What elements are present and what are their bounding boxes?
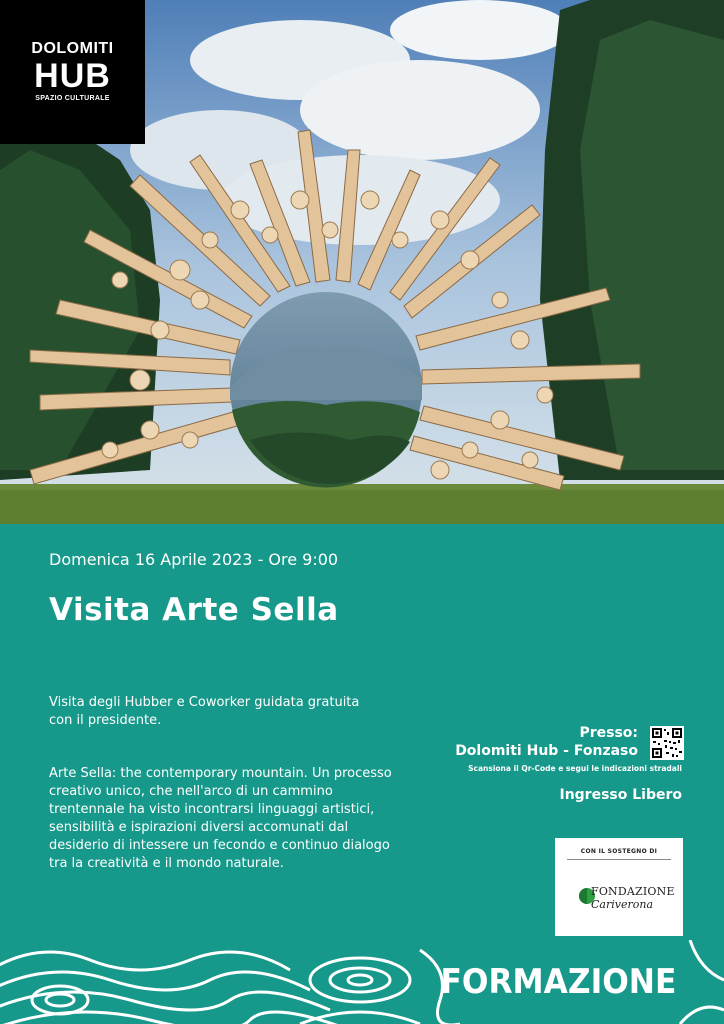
sponsor-divider bbox=[567, 859, 671, 860]
event-title: Visita Arte Sella bbox=[49, 592, 339, 628]
sponsor-caption: CON IL SOSTEGNO DI bbox=[580, 848, 658, 855]
sponsor-name-line-2: Cariverona bbox=[591, 898, 653, 911]
logo-line-3: SPAZIO CULTURALE bbox=[35, 95, 110, 102]
event-intro: Visita degli Hubber e Coworker guidata gratuita con il presidente. bbox=[49, 695, 360, 728]
venue-place: Dolomiti Hub - Fonzaso bbox=[455, 743, 638, 759]
footer-label: FORMAZIONE bbox=[440, 962, 676, 1002]
sponsor-name-line-1: FONDAZIONE bbox=[591, 885, 675, 898]
qr-hint: Scansiona il Qr-Code e segui le indicazioni stradali bbox=[468, 764, 682, 773]
dolomiti-hub-logo bbox=[0, 0, 145, 144]
entry-info: Ingresso Libero bbox=[559, 787, 682, 803]
event-description: Arte Sella: the contemporary mountain. Un processo creativo unico, che nell'arco di un cammino trentennale ha visto incontrarsi linguaggi artistici, sensibilità e ispirazioni diversi accomunati dal desiderio di intessere un fecondo e continuo dialogo tra la creatività e il mondo naturale. bbox=[49, 766, 392, 871]
sponsor-box bbox=[555, 838, 683, 936]
logo-line-2: HUB bbox=[34, 57, 111, 95]
event-date: Domenica 16 Aprile 2023 - Ore 9:00 bbox=[49, 550, 339, 569]
qr-code-icon[interactable] bbox=[650, 726, 684, 760]
venue-label: Presso: bbox=[579, 725, 638, 741]
footer-band bbox=[0, 940, 724, 1024]
logo-line-1: DOLOMITI bbox=[31, 40, 114, 57]
